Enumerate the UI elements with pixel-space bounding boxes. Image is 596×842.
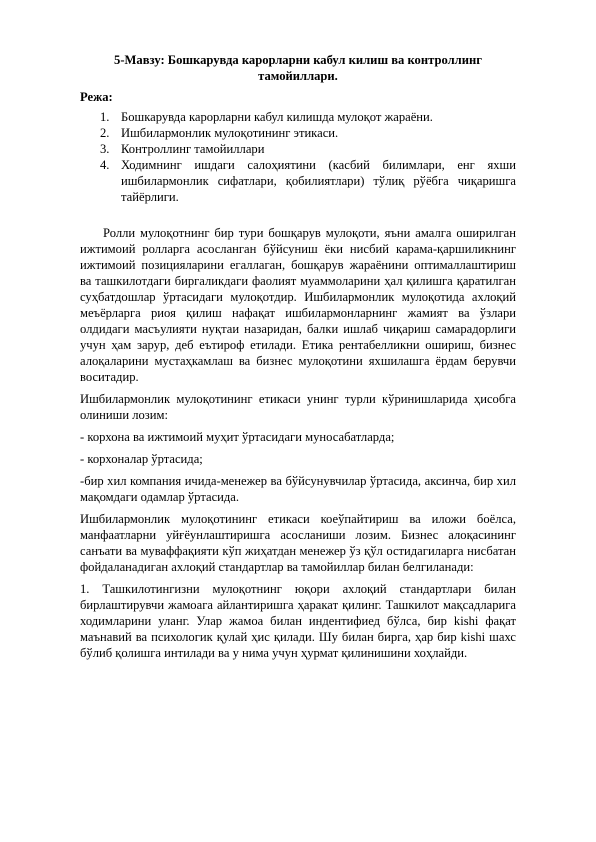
body-paragraph: Ролли мулоқотнинг бир тури бошқарув мулоқоти, яъни амалга оширилган ижтимоий ролларга асосланган бўйсуниш ёки нисбий карама-қаршиликнинг ижтимоий позицияларини егаллаган, бошқарув жараёнини оптималлаштириш ва ташкилотдаги биргаликдаги фаолият муаммоларини ҳал қилишга қаратилган суҳбатдошлар ўртасидаги мулоқотдир. Ишбилармонлик мулоқотида ахлоқий меъёрларга риоя қилиш нафақат ишбилармонларнинг жамият ва ўзлари олдидаги масъулияти нуқтаи назаридан, балки ишлаб чиқариш самарадорлиги учун ҳам зарур, деб eътироф етилади. Етика рентабелликни ошириш, бизнес алоқаларини мустаҳкамлаш ва бизнес мулоқотини яхшилашга ёрдам берувчи воситадир. <box>80 226 516 384</box>
plan-item-text: Бошкарувда карорларни кабул килишда мулоқот жараёни. <box>121 110 433 124</box>
plan-heading: Режа: <box>80 90 113 104</box>
document-page <box>80 52 516 661</box>
bullet-line: - корхоналар ўртасида; <box>80 452 203 466</box>
plan-item-number: 3. <box>100 142 110 156</box>
numbered-principle: 1. Ташкилотингизни мулоқотнинг юқори ахлоқий стандартлари билан бирлаштирувчи жамоага айлантиришга ҳаракат қилинг. Ташкилот мақсадларига ходимларини уланг. Улар жамоа билан индентифиед бўлса, бир kishi фақат маънавий ва психологик қулай ҳис қилади. Шу билан бирга, ҳар бир kishi шахс бўлиб қолишга интилади ва у нима учун ҳурмат қилинишини хоҳлайди. <box>80 582 516 660</box>
plan-item <box>100 125 516 141</box>
plan-item <box>100 109 516 125</box>
bullet-line: - корхона ва ижтимоий муҳит ўртасидаги муносабатларда; <box>80 430 395 444</box>
plan-item-number: 1. <box>100 110 110 124</box>
body-paragraph: Ишбилармонлик мулоқотининг етикаси коеўпайтириш ва иложи боёлса, манфаатларни уйғёунлаштиришга асосланиши лозим. Бизнес алоқасининг санъати ва муваффақияти кўп жиҳатдан менежер ўз қўл остидагиларга нисбатан фойдаланадиган ахлоқий стандартлар ва тамойиллар билан белгиланади: <box>80 512 516 574</box>
plan-item-number: 4. <box>100 158 110 172</box>
plan-list <box>80 109 516 205</box>
plan-item-text: Контроллинг тамойиллари <box>121 142 265 156</box>
bullet-line: -бир хил компания ичида-менежер ва бўйсунувчилар ўртасида, аксинча, бир хил мақомдаги одамлар ўртасида. <box>80 474 516 504</box>
plan-item-text: Ишбилармонлик мулоқотининг этикаси. <box>121 126 339 140</box>
document-title: 5-Мавзу: Бошкарувда карорларни кабул килиш ва контроллинг тамойиллари. <box>114 53 482 83</box>
plan-item <box>100 157 516 205</box>
plan-item-number: 2. <box>100 126 110 140</box>
plan-item-text: Ходимнинг ишдаги салоҳиятини (касбий билимлари, енг яхши ишбилармонлик сифатлари, қобилиятлари) тўлиқ рўёбга чиқаришга тайёрлиги. <box>121 158 516 204</box>
body-paragraph: Ишбилармонлик мулоқотининг етикаси унинг турли кўринишларида ҳисобга олиниши лозим: <box>80 392 516 422</box>
plan-item <box>100 141 516 157</box>
